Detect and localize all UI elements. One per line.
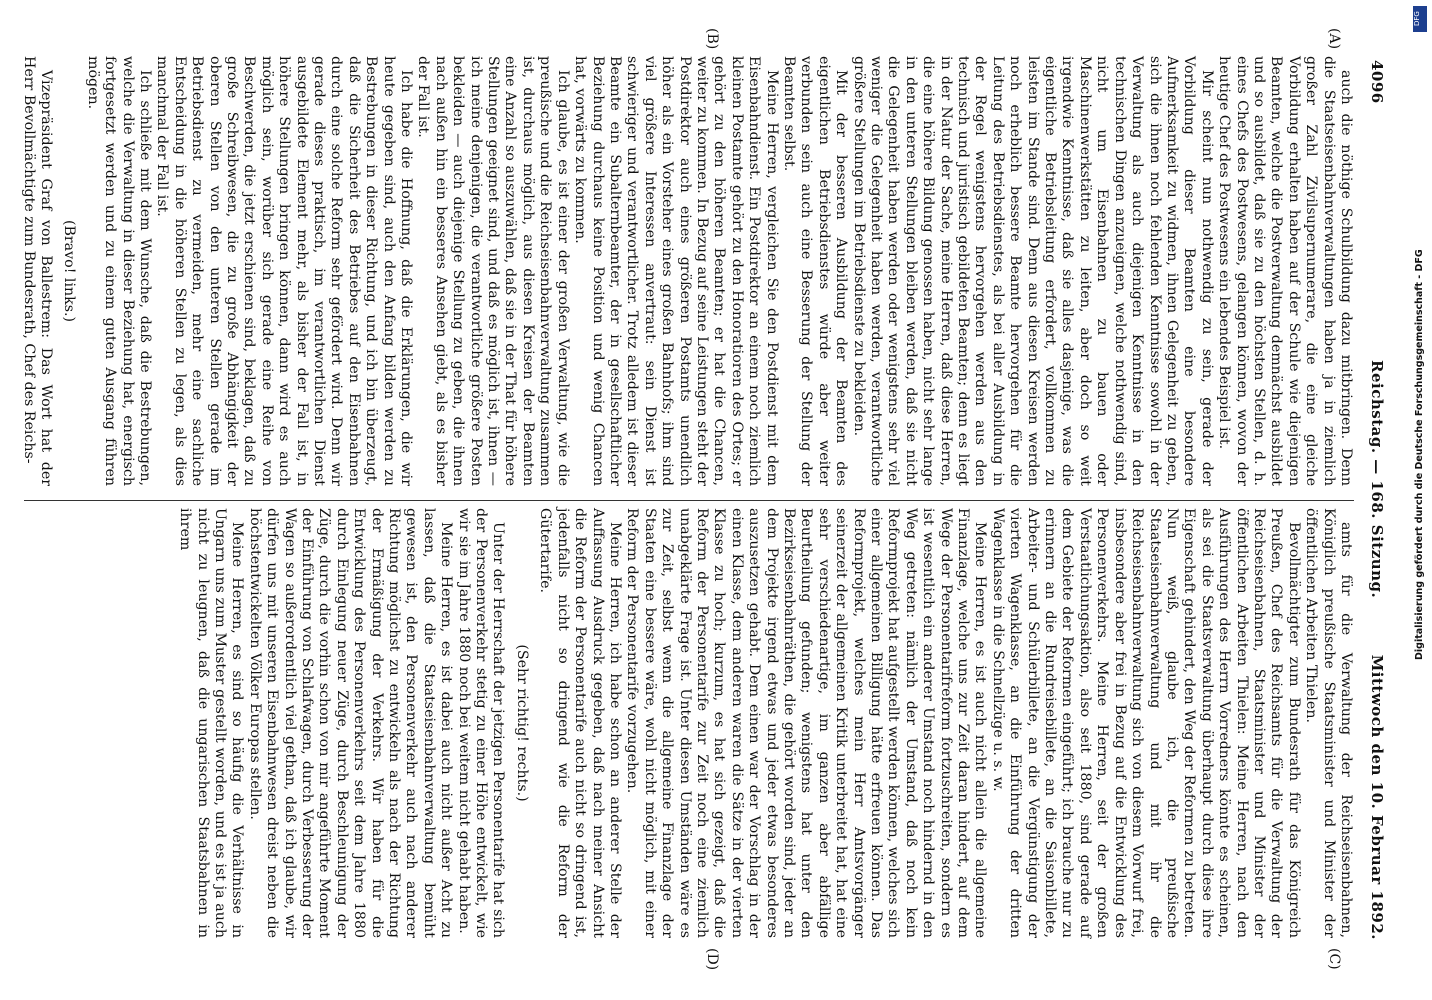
margin-mark-b: (B) (704, 28, 720, 50)
left-paragraph: auch die nöthige Schulbildung dazu mitbringen. Denn die Staatseisenbahnverwaltungen haben ja in ziemlich großer Zahl Zivilsupernumerare, die eine gleiche Vorbildung erhalten haben auf der Schule wie diejenigen Beamten, welche die Postverwaltung demnächst ausbildet und so ausbildet, daß sie zu den höchsten Stellen, d. h. eines Chefs des Postwesens, gelangen können, wovon der heutige Chef des Postwesens ein lebendes Beispiel ist. (1216, 56, 1354, 486)
session-date: Mittwoch den 10. Februar 1892. (1368, 654, 1386, 940)
margin-mark-c: (C) (1326, 948, 1342, 970)
right-paragraph: Meine Herren, es sind so häufig die Verhältnisse in Ungarn uns zum Muster gestellt worden, und es ist ja auch nicht zu leugnen, daß die ungarischen Staatsbahnen in ihrem (177, 508, 246, 938)
bravo-remark: (Bravo! links.) (61, 219, 78, 323)
left-paragraph: Mir scheint nun nothwendig zu sein, gerade der Vorbildung dieser Beamten eine besondere Aufmerksamkeit zu widmen, ihnen Gelegenheit zu geben, sich die ihnen noch fehlenden Kenntnisse sowohl in der Verwaltung als auch diejenigen Kenntnisse in den technischen Dingen anzueignen, welche nothwendig sind, nicht um Eisenbahnen zu bauen oder Maschinenwerkstätten zu leiten, aber doch so weit irgendwie Kenntnisse, daß sie alles dasjenige, was die eigentliche Betriebsleitung erfordert, vollkommen zu leisten im Stande sind. Denn aus diesen Kreisen werden noch erheblich bessere Beamte hervorgehen für die Leitung des Betriebsdienstes, als bei aller Ausbildung in der Regel wenigstens hervorgehen werden aus den technisch und juristisch gebildeten Beamten; denn es liegt in der Natur der Sache, meine Herren, daß diese Herren, die eine höhere Bildung genossen haben, nicht sehr lange in den unteren Stellungen bleiben werden, daß sie nicht die Gelegenheit haben werden oder wenigstens sehr viel weniger die Gelegenheit haben werden, verantwortliche größere Stellungen im Betriebsdienste zu bekleiden. (850, 56, 1215, 486)
page-header (1360, 60, 1404, 940)
left-column (20, 56, 1354, 501)
right-paragraph: Bevollmächtigter zum Bundesrath für das Königreich Preußen, Chef des Reichsamts für die Verwaltung der Reichseisenbahnen, Staatsminister und Minister der öffentlichen Arbeiten Thielen: Meine Herren, nach den Ausführungen des Herrn Vorredners könnte es scheinen, als sei die Staatsverwaltung überhaupt durch diese ihre Eigenschaft gehindert, den Weg der Reformen zu betreten. Nun weiß, glaube ich, die preußische Staatseisenbahnverwaltung und mit ihr die Reichseisenbahnverwaltung sich von diesem Vorwurf frei, insbesondere aber frei in Bezug auf die Entwicklung des Personenverkehrs. Meine Herren, seit der großen Verstaatlichungsaktion, also seit 1880, sind gerade auf dem Gebiete der Reformen eingeführt; ich brauche nur zu erinnern an die Rundreisebillete, an die Saisonbillete, Arbeiter- und Schülerbillete, an die Vergünstigung der vierten Wagenklasse, an die Einführung der dritten Wagenklasse in die Schnellzüge u. s. w. (989, 508, 1302, 938)
digitization-credit: Digitalisierung gefördert durch die Deutsche Forschungsgemeinschaft - DFG (1414, 249, 1425, 660)
right-paragraph: Meine Herren, es ist auch nicht allein die allgemeine Finanzlage, welche uns zur Zeit daran hindert, auf dem Wege der Personentarifreform fortzuschreiten, sondern es ist wesentlich ein anderer Umstand noch hindernd in den Weg getreten: nämlich der Umstand, daß noch kein Reformprojekt hat aufgestellt werden können, welches sich einer allgemeinen Billigung hätte erfreuen können. Das Reformprojekt, welches mein Herr Amtsvorgänger seinerzeit der allgemeinen Kritik unterbreitet hat, hat eine sehr verschiedenartige, im ganzen aber abfällige Beurtheilung gefunden; wenigstens hat unter den Bezirkseisenbahnräthen, die gehört worden sind, jeder an dem Projekte irgend etwas und jeder etwas besonderes auszusetzen gehabt. Dem einen war der Vorschlag in der einen Klasse, dem anderen waren die Sätze in der vierten Klasse zu hoch; kurzum, es hat sich gezeigt, daß die Reform der Personentarife zur Zeit noch eine ziemlich unabgeklärte Frage ist. Unter diesen Umständen wäre es zur Zeit, selbst wenn die allgemeine Finanzlage der Staaten eine bessere wäre, wohl nicht möglich, mit einer Reform der Personentarife vorzugehen. (624, 508, 989, 938)
left-paragraph: Ich habe die Hoffnung, daß die Erklärungen, die wir heute gegeben sind, auch den Anfang bilden werden zu Bestrebungen in dieser Richtung, und ich bin überzeugt, daß die Sicherheit des Betriebes auf den Eisenbahnen durch eine solche Reform sehr gefördert wird. Denn wir gerade dieses praktisch, im verantwortlichen Dienst ausgebildete Element mehr, als bisher der Fall ist, in höhere Stellungen bringen können, dann wird es auch möglich sein, worüber sich gerade eine Reihe von Beschwerden, die jetzt erschienen sind, beklagen, daß zu große Schreibwesen, die zu große Abhängigkeit der oberen Stellen von den unteren Stellen gerade im Betriebsdienst zu vermeiden, mehr eine sachliche Entscheidung in die höheren Stellen zu legen, als dies manchmal der Fall ist. (154, 56, 415, 486)
margin-mark-d: (D) (704, 948, 720, 971)
right-column (24, 508, 1354, 938)
left-paragraph: Meine Herren, vergleichen Sie den Postdienst mit dem Eisenbahndienst. Ein Postdirektor an einem noch ziemlich kleinen Postamte gehört zu den Honoratioren des Ortes; er gehört zu den höheren Beamten; er hat die Chancen, weiter zu kommen. In Bezug auf seine Leistungen steht der Postdirektor auch eines größeren Postamts unendlich höher als ein Vorsteher eines großen Bahnhofs; ihm sind viel größere Interessen anvertraut: sein Dienst ist schwieriger und verantwortlicher. Trotz alledem ist dieser Beamte ein Subalternbeamter, der in gesellschaftlicher Beziehung durchaus keine Position und wenig Chancen hat, vorwärts zu kommen. (572, 56, 780, 486)
right-paragraph: Meine Herren, es ist dabei auch nicht außer Acht zu lassen, daß die Staatseisenbahnverwaltung bemüht gewesen ist, den Personenverkehr auch nach anderer Richtung möglichst zu entwickeln als nach der Richtung der Ermäßigung der Verkehrs. Wir haben für die Entwicklung des Personenverkehrs seit dem Jahre 1880 durch Einlegung neuer Züge, durch Beschleunigung der Züge, durch die vorhin schon von mir angeführte Moment der Einführung von Schlafwagen, durch Verbesserung der Wagen so außerordentlich viel gethan, daß ich glaube, wir dürfen uns mit unseren Eisenbahnwesen dreist neben die höchstentwickelten Völker Europas stellen. (246, 508, 455, 938)
left-paragraph: Ich glaube, es ist einer der großen Verwaltung, wie die preußische und die Reichseisenbahnverwaltung zusammen ist, durchaus möglich, aus diesen Kreisen der Beamten eine Anzahl so auszuwählen, daß sie in der That für höhere Stellungen geeignet sind, und daß es möglich ist, ihnen — ich meine denjenigen, die verantwortliche größere Posten bekleiden — auch diejenige Stellung zu geben, die ihnen nach außen hin ein besseres Ansehen giebt, als es bisher der Fall ist. (415, 56, 571, 486)
right-paragraph: Unter der Herrschaft der jetzigen Personentarife hat sich der Personenverkehr stetig zu einer Höhe entwickelt, wie wir sie im Jahre 1880 noch bei weitem nicht gehabt haben. (455, 508, 507, 938)
page-number: 4096 (1368, 60, 1386, 104)
right-paragraph: Meine Herren, ich habe schon an anderer Stelle der Auffassung Ausdruck gegeben, daß nach meiner Ansicht die Reform der Personentarife auch nicht so dringend ist, jedenfalls nicht so dringend wie die Reform der Gütertarife. (537, 508, 623, 938)
margin-mark-a: (A) (1326, 28, 1342, 50)
speaker-line: Vizepräsident Graf von Ballestrem: Das Wort hat der Herr Bevollmächtigte zum Bundesrath, Chef des Reichs- (20, 56, 54, 486)
session-title: Reichstag. — 168. Sitzung. (1368, 360, 1386, 599)
dfg-stamp: DFG (1413, 6, 1427, 32)
right-paragraph: amts für die Verwaltung der Reichseisenbahnen, Königlich preußische Staatsminister und Minister der öffentlichen Arbeiten Thielen. (1303, 508, 1354, 938)
left-paragraph: Ich schließe mit dem Wunsche, daß die Bestrebungen, welche die Verwaltung in dieser Beziehung hat, energisch fortgesetzt werden und zu einem guten Ausgang führen mögen. (84, 56, 153, 486)
left-paragraph: Mit der besseren Ausbildung der Beamten des eigentlichen Betriebsdienstes würde aber weiter verbunden sein auch eine Besserung der Stellung der Beamten selbst. (781, 56, 850, 486)
applause-remark: (Sehr richtig! rechts.) (513, 644, 530, 802)
